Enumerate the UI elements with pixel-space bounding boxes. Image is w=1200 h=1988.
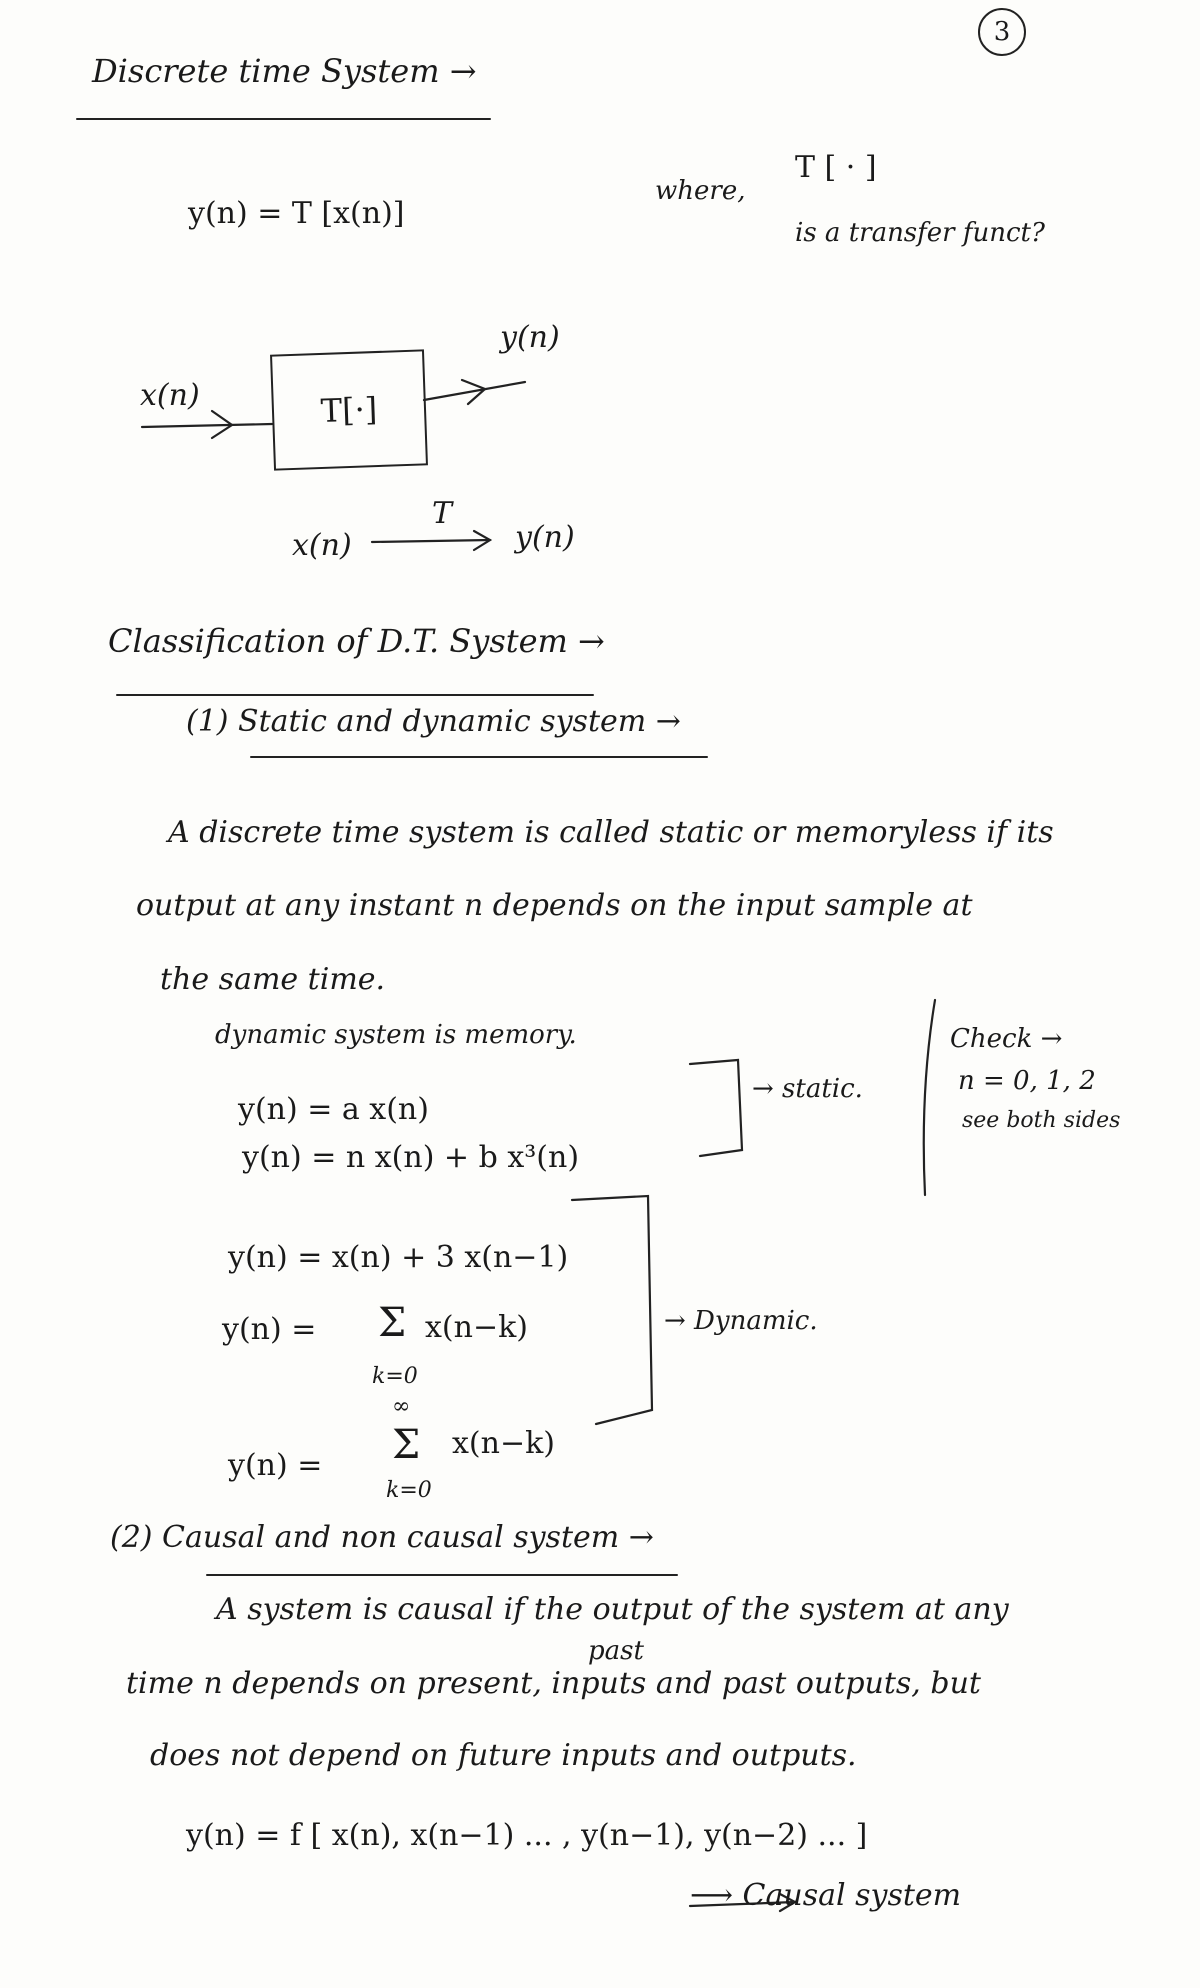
definition-equation: y(n) = T [x(n)] bbox=[188, 196, 405, 231]
dynamic-equation-3-upper-limit: ∞ bbox=[392, 1394, 411, 1419]
causal-definition-line2: time n depends on present, inputs and past outputs, but bbox=[126, 1666, 981, 1701]
classification-underline bbox=[116, 694, 594, 696]
causal-definition-line3: does not depend on future inputs and outputs. bbox=[150, 1738, 857, 1773]
classification-heading: Classification of D.T. System → bbox=[108, 622, 605, 660]
dynamic-equation-1: y(n) = x(n) + 3 x(n−1) bbox=[228, 1240, 569, 1275]
mapping-input: x(n) bbox=[292, 528, 352, 563]
static-equation-2: y(n) = n x(n) + b x³(n) bbox=[242, 1140, 580, 1175]
dynamic-equation-3-lhs: y(n) = bbox=[228, 1448, 323, 1483]
dynamic-equation-2-sigma: Σ bbox=[378, 1300, 407, 1346]
mapping-operator: T bbox=[432, 496, 453, 531]
causal-title: (2) Causal and non causal system → bbox=[110, 1520, 654, 1555]
where-label: where, bbox=[655, 176, 746, 206]
static-dynamic-underline bbox=[250, 756, 708, 758]
transfer-function-note: is a transfer funct? bbox=[795, 218, 1045, 248]
dynamic-equation-2-lower-limit: k=0 bbox=[372, 1364, 418, 1389]
dynamic-equation-3-lower-limit: k=0 bbox=[386, 1478, 432, 1503]
static-definition-line3: the same time. bbox=[160, 962, 386, 997]
causal-definition-line1: A system is causal if the output of the system at any bbox=[216, 1592, 1009, 1627]
operator-symbol: T [ · ] bbox=[795, 150, 877, 185]
check-note: see both sides bbox=[962, 1108, 1121, 1133]
static-equation-1: y(n) = a x(n) bbox=[238, 1092, 429, 1127]
check-title: Check → bbox=[950, 1024, 1063, 1054]
dynamic-equation-2-lhs: y(n) = bbox=[222, 1312, 317, 1347]
mapping-output: y(n) bbox=[515, 520, 575, 555]
dynamic-equation-3-sigma: Σ bbox=[392, 1422, 421, 1468]
causal-system-label: ⟶ Causal system bbox=[690, 1878, 962, 1913]
causal-equation: y(n) = f [ x(n), x(n−1) ... , y(n−1), y(n−2) ... ] bbox=[186, 1818, 868, 1853]
static-label: → static. bbox=[752, 1074, 863, 1104]
causal-underline bbox=[206, 1574, 678, 1576]
dynamic-memory-note: dynamic system is memory. bbox=[215, 1020, 577, 1050]
page-heading: Discrete time System → bbox=[92, 52, 477, 90]
static-definition-line2: output at any instant n depends on the input sample at bbox=[136, 888, 973, 923]
dynamic-equation-3-rhs: x(n−k) bbox=[452, 1426, 555, 1461]
page-number: 3 bbox=[978, 8, 1026, 56]
static-dynamic-title: (1) Static and dynamic system → bbox=[186, 704, 681, 739]
dynamic-equation-2-rhs: x(n−k) bbox=[425, 1310, 528, 1345]
diagram-input-label: x(n) bbox=[140, 378, 200, 413]
static-definition-line1: A discrete time system is called static or memoryless if its bbox=[168, 815, 1054, 850]
diagram-output-label: y(n) bbox=[500, 320, 560, 355]
system-block: T[·] bbox=[270, 349, 428, 470]
check-values: n = 0, 1, 2 bbox=[958, 1066, 1096, 1096]
dynamic-label: → Dynamic. bbox=[664, 1306, 818, 1336]
causal-insert-past: past bbox=[588, 1636, 644, 1666]
